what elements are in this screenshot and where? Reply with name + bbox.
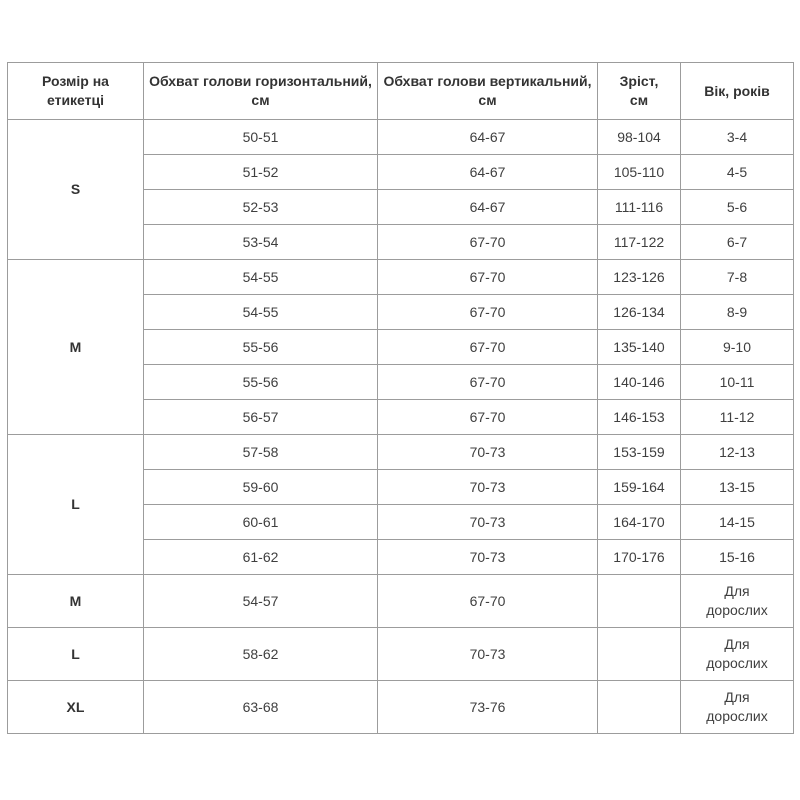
size-chart-table bbox=[7, 62, 794, 734]
cell-value: Для дорослих bbox=[706, 636, 768, 671]
cell-value: 140-146 bbox=[613, 373, 665, 390]
cell-value: 13-15 bbox=[719, 478, 755, 495]
header-cell bbox=[598, 63, 681, 120]
cell-value: 52-53 bbox=[242, 198, 279, 215]
cell-value: 50-51 bbox=[242, 128, 279, 145]
data-cell bbox=[378, 505, 598, 540]
data-cell bbox=[598, 628, 681, 681]
data-cell bbox=[378, 155, 598, 190]
cell-value: 153-159 bbox=[613, 443, 665, 460]
data-cell bbox=[681, 155, 794, 190]
data-cell bbox=[378, 400, 598, 435]
header-cell bbox=[378, 63, 598, 120]
data-cell bbox=[681, 330, 794, 365]
data-cell bbox=[144, 540, 378, 575]
cell-value: 60-61 bbox=[242, 513, 279, 530]
data-cell bbox=[378, 330, 598, 365]
cell-value: 67-70 bbox=[469, 338, 506, 355]
header-cell bbox=[8, 63, 144, 120]
cell-value: 126-134 bbox=[613, 303, 665, 320]
table-body bbox=[8, 120, 794, 734]
data-cell bbox=[598, 540, 681, 575]
cell-value: 135-140 bbox=[613, 338, 665, 355]
data-cell bbox=[681, 470, 794, 505]
data-cell bbox=[144, 505, 378, 540]
cell-value: 67-70 bbox=[469, 233, 506, 250]
cell-value: 64-67 bbox=[469, 198, 506, 215]
data-cell bbox=[681, 540, 794, 575]
size-label-cell: L bbox=[8, 435, 144, 575]
cell-value: 5-6 bbox=[726, 198, 748, 215]
data-cell bbox=[681, 365, 794, 400]
data-cell bbox=[144, 330, 378, 365]
data-cell bbox=[378, 470, 598, 505]
cell-value: 54-55 bbox=[242, 268, 279, 285]
cell-value: 67-70 bbox=[469, 268, 506, 285]
cell-value: 59-60 bbox=[242, 478, 279, 495]
cell-value: 73-76 bbox=[469, 698, 506, 715]
header-cell bbox=[144, 63, 378, 120]
table-row bbox=[8, 120, 794, 155]
data-cell bbox=[144, 295, 378, 330]
size-label-cell: S bbox=[8, 120, 144, 260]
cell-value: 70-73 bbox=[469, 443, 506, 460]
cell-value: 7-8 bbox=[726, 268, 748, 285]
size-label-cell: XL bbox=[8, 681, 144, 734]
cell-value: Для дорослих bbox=[706, 583, 768, 618]
data-cell bbox=[378, 295, 598, 330]
data-cell bbox=[144, 400, 378, 435]
cell-value: 70-73 bbox=[469, 513, 506, 530]
cell-value: 57-58 bbox=[242, 443, 279, 460]
cell-value: 67-70 bbox=[469, 592, 506, 609]
data-cell bbox=[144, 628, 378, 681]
data-cell bbox=[598, 190, 681, 225]
data-cell bbox=[681, 575, 794, 628]
data-cell bbox=[598, 260, 681, 295]
data-cell bbox=[598, 505, 681, 540]
cell-value: 164-170 bbox=[613, 513, 665, 530]
data-cell bbox=[598, 120, 681, 155]
data-cell bbox=[681, 400, 794, 435]
data-cell bbox=[144, 365, 378, 400]
data-cell bbox=[681, 505, 794, 540]
cell-value: 67-70 bbox=[469, 373, 506, 390]
data-cell bbox=[378, 435, 598, 470]
cell-value: 67-70 bbox=[469, 408, 506, 425]
data-cell bbox=[378, 540, 598, 575]
cell-value: 55-56 bbox=[242, 373, 279, 390]
table-row bbox=[8, 681, 794, 734]
data-cell bbox=[598, 470, 681, 505]
cell-value: 56-57 bbox=[242, 408, 279, 425]
data-cell bbox=[144, 470, 378, 505]
cell-value: 3-4 bbox=[726, 128, 748, 145]
cell-value: 15-16 bbox=[719, 548, 755, 565]
data-cell bbox=[681, 628, 794, 681]
size-label-cell: L bbox=[8, 628, 144, 681]
cell-value: 159-164 bbox=[613, 478, 665, 495]
data-cell bbox=[378, 628, 598, 681]
data-cell bbox=[681, 190, 794, 225]
data-cell bbox=[144, 260, 378, 295]
table-row bbox=[8, 575, 794, 628]
cell-value: 70-73 bbox=[469, 645, 506, 662]
table-row bbox=[8, 628, 794, 681]
data-cell bbox=[598, 681, 681, 734]
data-cell bbox=[598, 575, 681, 628]
cell-value: Для дорослих bbox=[706, 689, 768, 724]
data-cell bbox=[598, 435, 681, 470]
header-row bbox=[8, 63, 794, 120]
data-cell bbox=[144, 190, 378, 225]
data-cell bbox=[598, 330, 681, 365]
data-cell bbox=[144, 435, 378, 470]
cell-value: 51-52 bbox=[242, 163, 279, 180]
cell-value: 98-104 bbox=[617, 128, 661, 145]
data-cell bbox=[598, 295, 681, 330]
cell-value: 6-7 bbox=[726, 233, 748, 250]
cell-value: 61-62 bbox=[242, 548, 279, 565]
cell-value: 170-176 bbox=[613, 548, 665, 565]
cell-value: 64-67 bbox=[469, 128, 506, 145]
data-cell bbox=[681, 295, 794, 330]
size-label-cell: M bbox=[8, 575, 144, 628]
header-label: Вік, років bbox=[704, 82, 770, 99]
cell-value: 123-126 bbox=[613, 268, 665, 285]
data-cell bbox=[598, 225, 681, 260]
table-row bbox=[8, 435, 794, 470]
data-cell bbox=[144, 120, 378, 155]
cell-value: 58-62 bbox=[242, 645, 279, 662]
data-cell bbox=[144, 155, 378, 190]
header-label: Зріст, см bbox=[619, 73, 659, 108]
header-label: Обхват голови горизонтальний, см bbox=[149, 73, 372, 108]
cell-value: 53-54 bbox=[242, 233, 279, 250]
cell-value: 63-68 bbox=[242, 698, 279, 715]
data-cell bbox=[378, 120, 598, 155]
cell-value: 11-12 bbox=[719, 408, 755, 425]
cell-value: 67-70 bbox=[469, 303, 506, 320]
cell-value: 105-110 bbox=[613, 163, 665, 180]
cell-value: 54-55 bbox=[242, 303, 279, 320]
data-cell bbox=[144, 575, 378, 628]
header-label: Обхват голови вертикальний, см bbox=[383, 73, 592, 108]
cell-value: 9-10 bbox=[722, 338, 752, 355]
cell-value: 111-116 bbox=[614, 198, 664, 215]
cell-value: 12-13 bbox=[719, 443, 755, 460]
size-label-cell: M bbox=[8, 260, 144, 435]
data-cell bbox=[144, 681, 378, 734]
data-cell bbox=[598, 400, 681, 435]
data-cell bbox=[681, 435, 794, 470]
cell-value: 14-15 bbox=[719, 513, 755, 530]
data-cell bbox=[378, 225, 598, 260]
cell-value: 10-11 bbox=[719, 373, 755, 390]
data-cell bbox=[144, 225, 378, 260]
cell-value: 8-9 bbox=[726, 303, 748, 320]
header-cell bbox=[681, 63, 794, 120]
data-cell bbox=[598, 365, 681, 400]
cell-value: 64-67 bbox=[469, 163, 506, 180]
cell-value: 70-73 bbox=[469, 478, 506, 495]
cell-value: 4-5 bbox=[726, 163, 748, 180]
data-cell bbox=[378, 681, 598, 734]
cell-value: 146-153 bbox=[613, 408, 665, 425]
cell-value: 54-57 bbox=[242, 592, 279, 609]
data-cell bbox=[378, 575, 598, 628]
cell-value: 117-122 bbox=[613, 233, 665, 250]
data-cell bbox=[378, 365, 598, 400]
table-row bbox=[8, 260, 794, 295]
data-cell bbox=[378, 190, 598, 225]
data-cell bbox=[681, 225, 794, 260]
cell-value: 55-56 bbox=[242, 338, 279, 355]
data-cell bbox=[598, 155, 681, 190]
cell-value: 70-73 bbox=[469, 548, 506, 565]
header-label: Розмір на етикетці bbox=[42, 73, 109, 108]
data-cell bbox=[681, 681, 794, 734]
data-cell bbox=[681, 260, 794, 295]
data-cell bbox=[681, 120, 794, 155]
data-cell bbox=[378, 260, 598, 295]
